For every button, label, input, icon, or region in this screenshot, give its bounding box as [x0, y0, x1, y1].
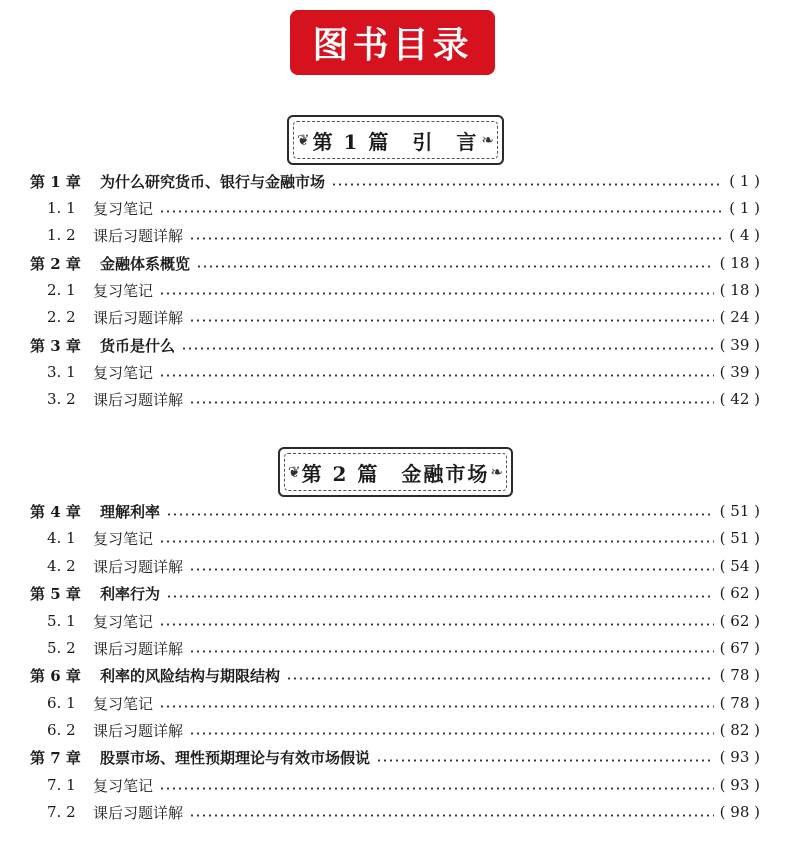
- entry-title: 复习笔记: [93, 281, 154, 300]
- page-number: ( 39 ): [719, 363, 760, 381]
- leader-dots: [159, 540, 714, 543]
- entry-number: 1. 1: [47, 199, 76, 217]
- toc-section-row[interactable]: [30, 717, 760, 743]
- page-number: ( 1 ): [729, 172, 760, 190]
- entry-title: 课后习题详解: [93, 803, 184, 822]
- leader-dots: [159, 705, 714, 708]
- page-number: ( 98 ): [719, 803, 760, 821]
- toc-chapter-row[interactable]: [30, 744, 760, 770]
- entry-title: 理解利率: [100, 502, 161, 521]
- leader-dots: [159, 292, 714, 295]
- page-number: ( 51 ): [719, 502, 760, 520]
- toc-section-row[interactable]: [30, 772, 760, 798]
- toc-section-row[interactable]: [30, 195, 760, 221]
- entry-title: 复习笔记: [93, 776, 154, 795]
- entry-number: 3. 2: [47, 390, 76, 408]
- page-number: ( 4 ): [729, 226, 760, 244]
- page-number: ( 82 ): [719, 721, 760, 739]
- entry-number: 第 3 章: [30, 336, 81, 355]
- toc-section-row[interactable]: [30, 304, 760, 330]
- banner-title: 图书目录: [312, 25, 473, 66]
- vine-scroll-icon: ❧: [490, 463, 503, 481]
- page-number: ( 93 ): [719, 776, 760, 794]
- leader-dots: [331, 183, 723, 186]
- toc-chapter-row[interactable]: [30, 168, 760, 194]
- part-label: 第 2 篇 金融市场: [301, 461, 490, 486]
- leader-dots: [196, 265, 714, 268]
- entry-title: 股票市场、理性预期理论与有效市场假说: [100, 748, 371, 767]
- entry-number: 7. 2: [47, 803, 76, 821]
- entry-title: 货币是什么: [100, 336, 176, 355]
- toc-section-row[interactable]: [30, 277, 760, 303]
- entry-number: 5. 2: [47, 639, 76, 657]
- toc-section-row[interactable]: [30, 359, 760, 385]
- entry-number: 7. 1: [47, 776, 76, 794]
- entry-title: 复习笔记: [93, 529, 154, 548]
- entry-number: 4. 2: [47, 557, 76, 575]
- toc-chapter-row[interactable]: [30, 580, 760, 606]
- leader-dots: [159, 374, 714, 377]
- page-number: ( 42 ): [719, 390, 760, 408]
- toc-chapter-row[interactable]: [30, 662, 760, 688]
- toc-section-row[interactable]: [30, 799, 760, 825]
- entry-number: 第 6 章: [30, 666, 81, 685]
- page-number: ( 78 ): [719, 666, 760, 684]
- leader-dots: [189, 814, 714, 817]
- entry-number: 第 4 章: [30, 502, 81, 521]
- entry-title: 利率行为: [100, 584, 161, 603]
- entry-title: 金融体系概览: [100, 254, 191, 273]
- leader-dots: [159, 210, 723, 213]
- leader-dots: [181, 347, 714, 350]
- toc-section-row[interactable]: [30, 553, 760, 579]
- toc-section-row[interactable]: [30, 690, 760, 716]
- page-number: ( 18 ): [719, 254, 760, 272]
- page-number: ( 24 ): [719, 308, 760, 326]
- entry-title: 课后习题详解: [93, 226, 184, 245]
- entry-number: 2. 2: [47, 308, 76, 326]
- entry-title: 课后习题详解: [93, 721, 184, 740]
- entry-number: 3. 1: [47, 363, 76, 381]
- vine-scroll-icon: ❧: [481, 131, 494, 149]
- page-number: ( 1 ): [729, 199, 760, 217]
- leader-dots: [376, 759, 714, 762]
- toc-chapter-row[interactable]: [30, 250, 760, 276]
- entry-number: 6. 2: [47, 721, 76, 739]
- toc-section-row[interactable]: [30, 608, 760, 634]
- toc-section-row[interactable]: [30, 222, 760, 248]
- entry-number: 2. 1: [47, 281, 76, 299]
- toc-chapter-row[interactable]: [30, 498, 760, 524]
- page-number: ( 39 ): [719, 336, 760, 354]
- entry-title: 课后习题详解: [93, 390, 184, 409]
- entry-number: 第 2 章: [30, 254, 81, 273]
- toc-banner: [290, 10, 495, 75]
- entry-title: 复习笔记: [93, 694, 154, 713]
- entry-title: 复习笔记: [93, 612, 154, 631]
- entry-number: 第 1 章: [30, 172, 81, 191]
- entry-number: 4. 1: [47, 529, 76, 547]
- page-number: ( 78 ): [719, 694, 760, 712]
- leader-dots: [166, 513, 714, 516]
- toc-section-row[interactable]: [30, 386, 760, 412]
- page-number: ( 62 ): [719, 584, 760, 602]
- leader-dots: [159, 623, 714, 626]
- entry-title: 利率的风险结构与期限结构: [100, 666, 281, 685]
- part-label: 第 1 篇 引 言: [312, 129, 479, 154]
- toc-section-row[interactable]: [30, 525, 760, 551]
- toc-chapter-row[interactable]: [30, 332, 760, 358]
- entry-title: 复习笔记: [93, 363, 154, 382]
- page-number: ( 18 ): [719, 281, 760, 299]
- vine-scroll-icon: ❦: [288, 463, 301, 481]
- page-number: ( 62 ): [719, 612, 760, 630]
- leader-dots: [189, 319, 714, 322]
- entry-number: 1. 2: [47, 226, 76, 244]
- entry-title: 课后习题详解: [93, 308, 184, 327]
- entry-title: 为什么研究货币、银行与金融市场: [100, 172, 326, 191]
- entry-number: 5. 1: [47, 612, 76, 630]
- entry-number: 6. 1: [47, 694, 76, 712]
- leader-dots: [189, 237, 723, 240]
- page-number: ( 51 ): [719, 529, 760, 547]
- leader-dots: [189, 401, 714, 404]
- leader-dots: [159, 787, 714, 790]
- part-2-heading: [278, 447, 513, 497]
- entry-title: 复习笔记: [93, 199, 154, 218]
- leader-dots: [166, 595, 714, 598]
- page-number: ( 93 ): [719, 748, 760, 766]
- entry-number: 第 7 章: [30, 748, 81, 767]
- page-number: ( 67 ): [719, 639, 760, 657]
- part-1-heading: [287, 115, 504, 165]
- leader-dots: [189, 732, 714, 735]
- entry-title: 课后习题详解: [93, 639, 184, 658]
- page-number: ( 54 ): [719, 557, 760, 575]
- leader-dots: [286, 677, 714, 680]
- leader-dots: [189, 650, 714, 653]
- leader-dots: [189, 568, 714, 571]
- toc-section-row[interactable]: [30, 635, 760, 661]
- entry-title: 课后习题详解: [93, 557, 184, 576]
- vine-scroll-icon: ❦: [297, 131, 310, 149]
- entry-number: 第 5 章: [30, 584, 81, 603]
